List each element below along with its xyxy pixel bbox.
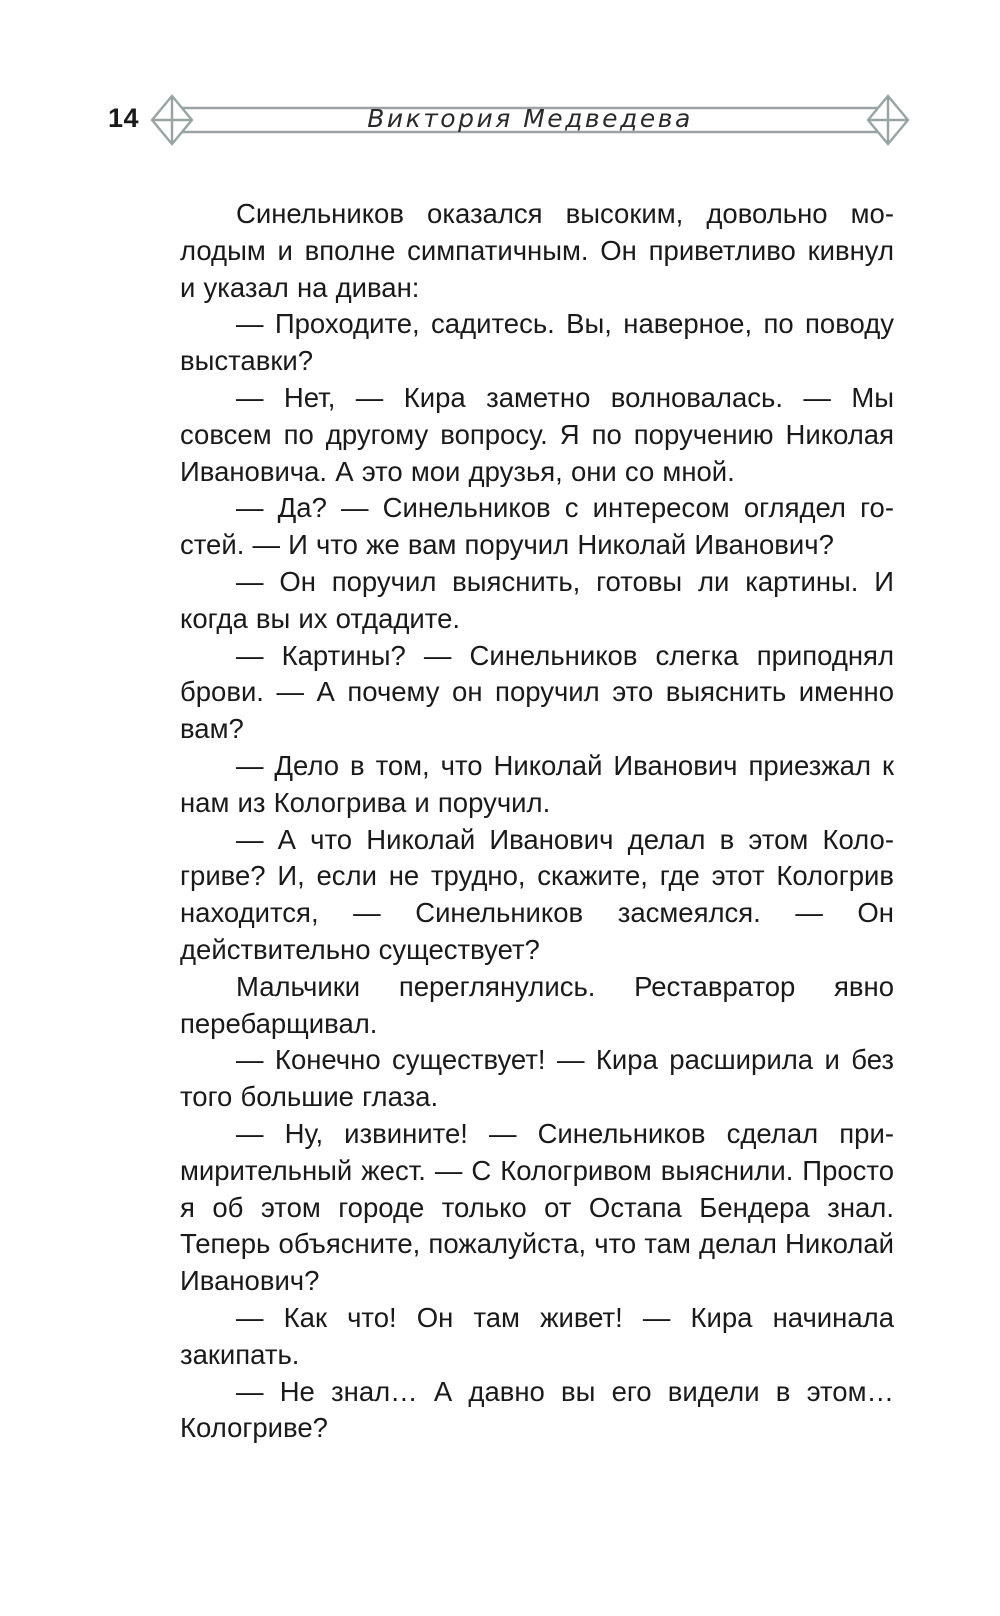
paragraph: — Нет, — Кира заметно волновалась. — Мы совсем по другому вопросу. Я по поручению Николая Ивановича. А это мои друзья, они со мной. [180,381,894,487]
paragraph: — Да? — Синельников с интересом оглядел гостей. — И что же вам поручил Николай Иванович? [180,492,894,561]
paragraph: — Конечно существует! — Кира расширила и без того большие глаза. [180,1044,894,1113]
running-header [150,92,910,148]
paragraph: Мальчики переглянулись. Реставратор явно перебарщивал. [180,970,894,1039]
header-author-title: Виктория Медведева [367,104,693,133]
paragraph: Синельников оказался высоким, довольно молодым и вполне симпатичным. Он приветливо кивнул и указал на диван: [180,198,894,303]
body-text [180,196,894,1447]
paragraph: — Дело в том, что Николай Иванович приезжал к нам из Кологрива и поручил. [180,749,894,818]
paragraph: — А что Николай Иванович делал в этом Кологриве? И, если не трудно, скажите, где этот Кологрив находится, — Синельников засмеялся. — Он действительно существует? [180,823,894,965]
paragraph: — Он поручил выяснить, готовы ли картины. И когда вы их отдадите. [180,565,894,634]
page-number: 14 [108,103,140,133]
paragraph: — Картины? — Синельников слегка приподнял брови. — А почему он поручил это выяснить именно вам? [180,639,894,745]
paragraph: — Ну, извините! — Синельников сделал примирительный жест. — С Кологривом выяснили. Просто я об этом городе только от Остапа Бендера знал. Теперь объясните, пожалуйста, что там делал Николай Иванович? [180,1117,894,1297]
paragraph: — Не знал… А давно вы его видели в этом… Кологриве? [180,1375,894,1444]
paragraph: — Как что! Он там живет! — Кира начинала закипать. [180,1301,894,1370]
paragraph: — Проходите, садитесь. Вы, наверное, по поводу выставки? [180,308,894,377]
